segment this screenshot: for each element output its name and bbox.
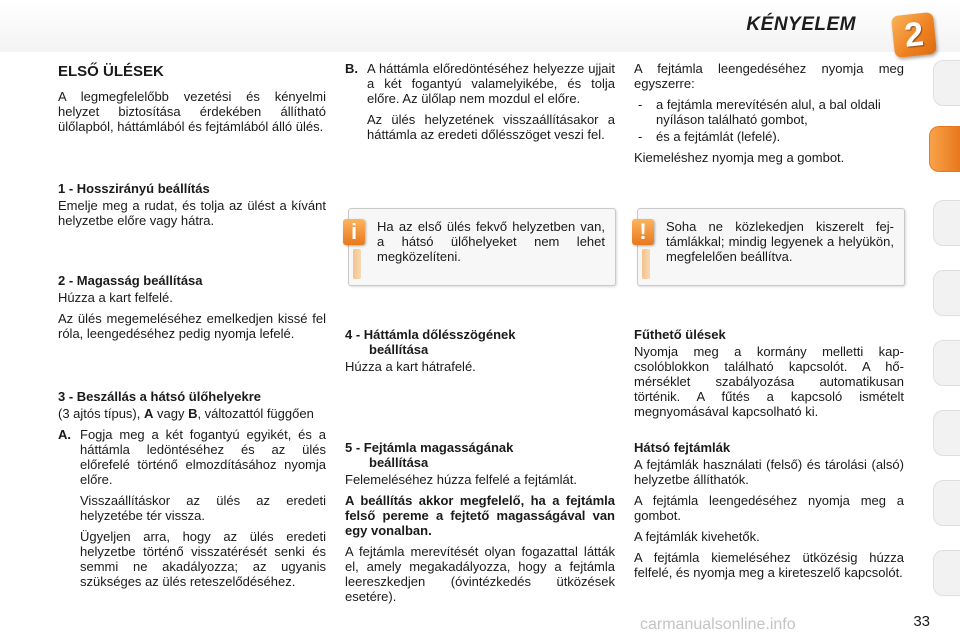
col3-bullet2: - és a fejtámlát (lefelé). [634, 129, 904, 144]
col3-remove: Kiemeléshez nyomja meg a gombot. [634, 150, 845, 165]
item1-block [58, 181, 326, 234]
item4-heading-line2: beállítása [369, 342, 429, 357]
variant-b: B [188, 406, 198, 421]
variant-a: A [143, 406, 154, 421]
intro-text: A legmegfelelőbb vezetési és kényelmi helyzet biztosítása érdekében állítható ülőlapból, háttámlából és fejtámlából álló ülés. [58, 89, 326, 134]
page-number: 33 [913, 613, 930, 630]
side-chapter-tabs [932, 60, 960, 600]
item5-heading-line1: 5 - Fejtámla magasságának [345, 440, 514, 455]
item3-a-label: A. [58, 427, 71, 442]
item4-text: Húzza a kart hátrafelé. [345, 359, 476, 374]
item2-heading: 2 - Magasság beállítása [58, 273, 203, 288]
item3-heading: 3 - Beszállás a hátsó ülőhelyekre [58, 389, 262, 404]
warning-note-text: Soha ne közlekedjen kiszerelt fejtámlákkal; mindig legyenek a helyükön, megfelelően beállítva. [666, 219, 894, 264]
warning-icon: ! [632, 219, 654, 245]
item5-heading-line2: beállítása [369, 455, 429, 470]
item3-block [58, 389, 326, 595]
item3-variant [58, 406, 326, 421]
item2-block [58, 273, 326, 347]
side-tab[interactable] [933, 60, 960, 106]
item4-block [345, 327, 615, 380]
item5-bold-text: A beállítás akkor megfelelő, ha a fejtámla felső pereme a fejtető magasságával van egy vonalban. [345, 493, 615, 538]
item3-b-block [345, 61, 615, 148]
item3-a-block [58, 427, 326, 589]
column-3-top [634, 61, 904, 171]
heated-heading: Fűthető ülések [634, 327, 726, 342]
rear-headrests-text4: A fejtámla kiemeléséhez ütközésig húzza felfelé, és nyomja meg a kireteszelő kapcsolót. [634, 550, 904, 580]
col3-bullet1: - a fejtámla merevítésén alul, a bal oldali nyíláson található gombot, [634, 97, 904, 127]
section-title: ELSŐ ÜLÉSEK [58, 63, 164, 80]
side-tab[interactable] [933, 480, 960, 526]
item3-a-text1: Fogja meg a két fogantyú egyikét, és a háttámla ledöntéséhez és az ülés előrefelé történő elmozdításához nyomja előre. [80, 427, 326, 487]
rear-headrests-text2: A fejtámla leengedéséhez nyomja meg a gombot. [634, 493, 904, 523]
info-note [348, 208, 616, 286]
note-stripe [642, 249, 650, 279]
variant-prefix: (3 ajtós típus), [58, 406, 144, 421]
warning-note [637, 208, 905, 286]
item1-text: Emelje meg a rudat, és tolja az ülést a kívánt helyzetbe előre vagy hátra. [58, 198, 326, 228]
item4-heading-line1: 4 - Háttámla dőlésszögének [345, 327, 516, 342]
chapter-number-badge: 2 [891, 12, 937, 58]
side-tab-active[interactable] [929, 126, 960, 172]
item3-a-text3: Ügyeljen arra, hogy az ülés eredeti helyzetbe történő visszatérését senki és semmi ne akadályozza; az ugyanis szükséges az ülés reteszelődéséhez. [80, 529, 326, 589]
rear-headrests-heading: Hátsó fejtámlák [634, 440, 731, 455]
column-1 [58, 89, 326, 140]
side-tab[interactable] [933, 550, 960, 596]
item5-text: Felemeléséhez húzza felfelé a fejtámlát. [345, 472, 577, 487]
side-tab[interactable] [933, 410, 960, 456]
heated-block [634, 327, 904, 425]
side-tab[interactable] [933, 340, 960, 386]
rear-headrests-text1: A fejtámlák használati (felső) és tárolási (alsó) helyzetbe állíthatók. [634, 457, 904, 487]
heated-text: Nyomja meg a kormány melletti kapcsolóblokkon található kapcsolót. A hőmérséklet szabályozása automatikusan történik. A fűtés a kapcsoló ismételt megnyomásával kapcsolható ki. [634, 344, 904, 419]
item1-heading: 1 - Hosszirányú beállítás [58, 181, 210, 196]
item3-b-text1: A háttámla előredöntéséhez helyezze ujjait a két fogantyú valamelyikébe, és tolja előre. Az ülőlap nem mozdul el előre. [367, 61, 615, 106]
item5-text2: A fejtámla merevítését olyan fogazattal látták el, amely megakadályozza, hogy a fejtámla leereszkedjen (óvintézkedés ütközések esetére). [345, 544, 615, 604]
chapter-title: KÉNYELEM [746, 14, 856, 35]
rear-headrests-text3: A fejtámlák kivehetők. [634, 529, 760, 544]
item5-block [345, 440, 615, 610]
watermark: carmanualsonline.info [640, 616, 796, 633]
info-note-text: Ha az első ülés fekvő helyzetben van, a hátsó ülőhelyeket nem lehet megközelíteni. [377, 219, 605, 264]
item2-text1: Húzza a kart felfelé. [58, 290, 173, 305]
variant-mid: vagy [153, 406, 189, 421]
item2-text2: Az ülés megemeléséhez emelkedjen kissé fel róla, leengedéséhez pedig nyomja lefelé. [58, 311, 326, 341]
rear-headrests-block [634, 440, 904, 586]
variant-suffix: , változattól függően [197, 406, 314, 421]
item3-b-label: B. [345, 61, 358, 76]
info-icon: i [343, 219, 365, 245]
item3-b-text2: Az ülés helyzetének visszaállításakor a háttámla az eredeti dőlésszöget veszi fel. [367, 112, 615, 142]
side-tab[interactable] [933, 270, 960, 316]
item3-a-text2: Visszaállításkor az ülés az eredeti helyzetébe tér vissza. [80, 493, 326, 523]
note-stripe [353, 249, 361, 279]
side-tab[interactable] [933, 200, 960, 246]
col3-text: A fejtámla leengedéséhez nyomja meg egyszerre: [634, 61, 904, 91]
